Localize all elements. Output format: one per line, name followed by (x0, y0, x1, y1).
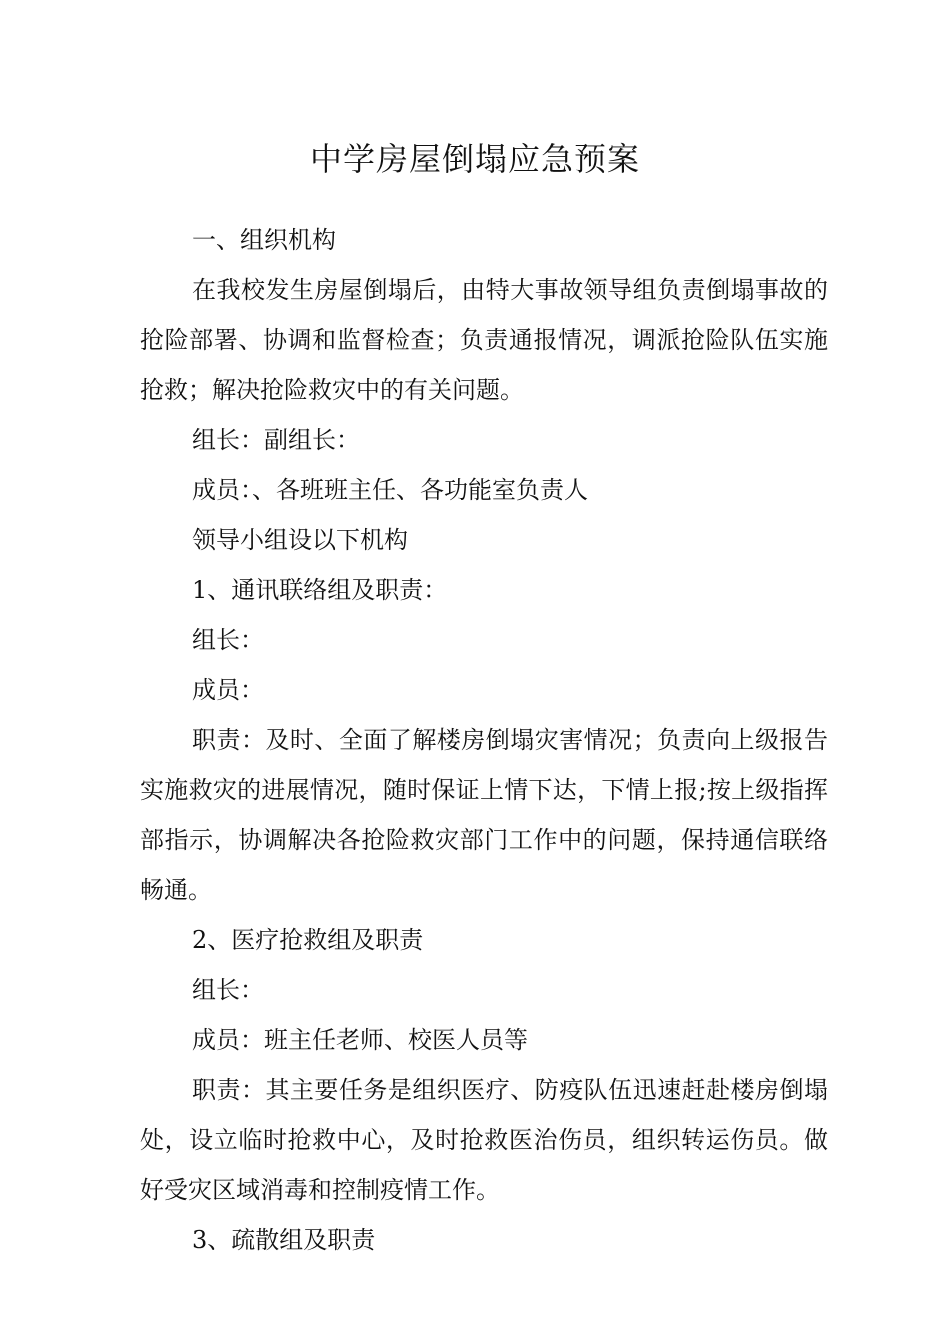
subgroups-intro: 领导小组设以下机构 (192, 526, 408, 554)
medical-members: 成员：班主任老师、校医人员等 (192, 1026, 528, 1054)
members-line: 成员：、各班班主任、各功能室负责人 (192, 476, 588, 504)
subsection-heading-medical: 2、医疗抢救组及职责 (192, 926, 424, 954)
medical-leader: 组长： (192, 976, 264, 1004)
leader-line: 组长：副组长： (192, 426, 360, 454)
section-heading-organization: 一、组织机构 (192, 226, 336, 254)
paragraph-organization-duties: 在我校发生房屋倒塌后，由特大事故领导组负责倒塌事故的抢险部署、协调和监督检查；负责通报情况，调派抢险队伍实施抢救；解决抢险救灾中的有关问题。 (140, 276, 828, 404)
subsection-heading-evacuation: 3、疏散组及职责 (192, 1226, 376, 1254)
communication-leader: 组长： (192, 626, 264, 654)
subsection-heading-communication: 1、通讯联络组及职责： (192, 576, 448, 604)
communication-duties: 职责：及时、全面了解楼房倒塌灾害情况；负责向上级报告实施救灾的进展情况，随时保证上情下达，下情上报;按上级指挥部指示，协调解决各抢险救灾部门工作中的问题，保持通信联络畅通。 (140, 726, 828, 904)
medical-duties: 职责：其主要任务是组织医疗、防疫队伍迅速赶赴楼房倒塌处，设立临时抢救中心，及时抢救医治伤员，组织转运伤员。做好受灾区域消毒和控制疫情工作。 (140, 1076, 828, 1204)
document-title: 中学房屋倒塌应急预案 (309, 140, 640, 178)
communication-members: 成员： (192, 676, 264, 704)
